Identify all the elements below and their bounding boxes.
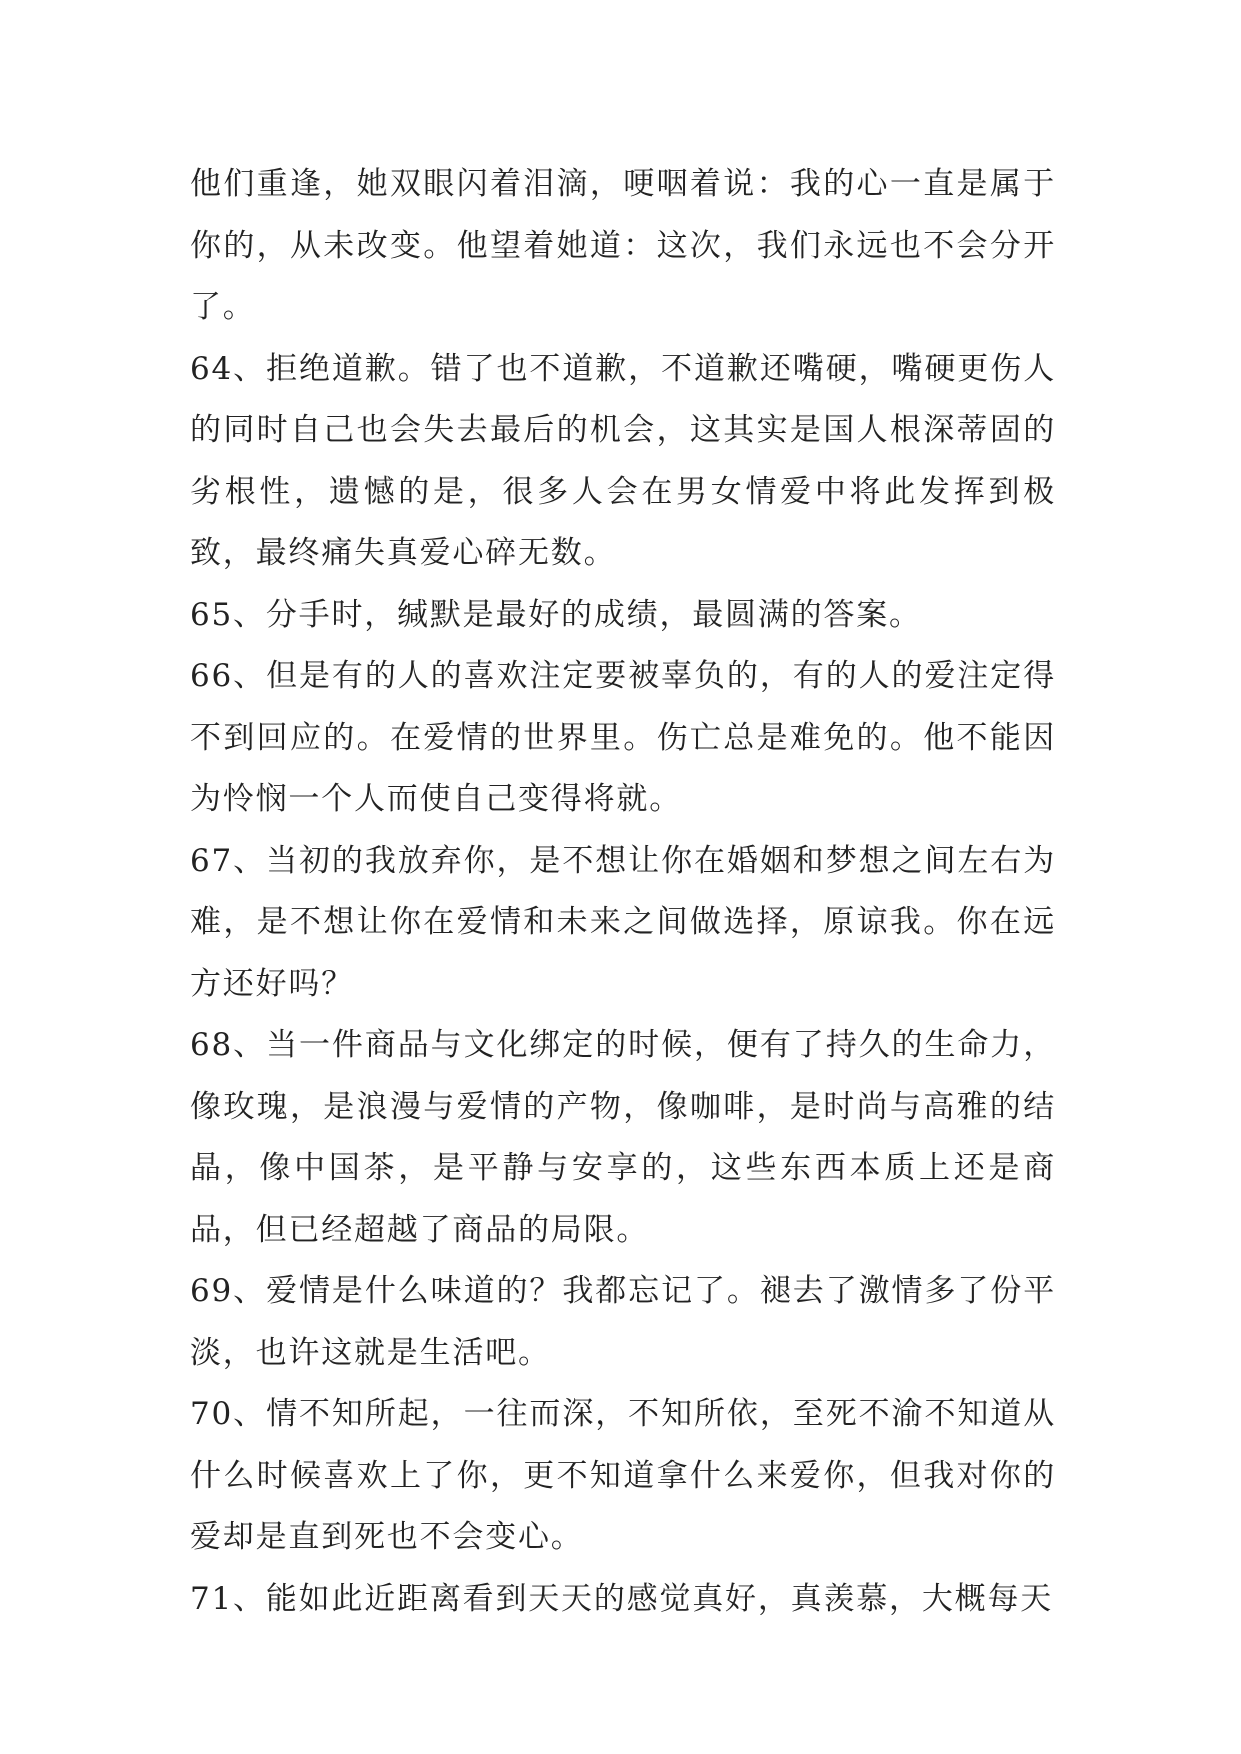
paragraph-67: 67、当初的我放弃你，是不想让你在婚姻和梦想之间左右为难，是不想让你在爱情和未来之间做选择，原谅我。你在远方还好吗？ <box>190 842 1056 1002</box>
paragraph-68: 68、当一件商品与文化绑定的时候，便有了持久的生命力，像玫瑰，是浪漫与爱情的产物，像咖啡，是时尚与高雅的结晶，像中国茶，是平静与安享的，这些东西本质上还是商品，但已经超越了商品的局限。 <box>190 1027 1056 1248</box>
paragraph-66: 66、但是有的人的喜欢注定要被辜负的，有的人的爱注定得不到回应的。在爱情的世界里。伤亡总是难免的。他不能因为怜悯一个人而使自己变得将就。 <box>190 658 1056 817</box>
paragraph-71: 71、能如此近距离看到天天的感觉真好，真羡慕，大概每天 <box>190 1580 1054 1617</box>
paragraph-69: 69、爱情是什么味道的？我都忘记了。褪去了激情多了份平淡，也许这就是生活吧。 <box>190 1273 1056 1371</box>
paragraph-intro: 他们重逢，她双眼闪着泪滴，哽咽着说：我的心一直是属于你的，从未改变。他望着她道：这次，我们永远也不会分开了。 <box>190 166 1056 325</box>
paragraph-64: 64、拒绝道歉。错了也不道歉，不道歉还嘴硬，嘴硬更伤人的同时自己也会失去最后的机会，这其实是国人根深蒂固的劣根性，遗憾的是，很多人会在男女情爱中将此发挥到极致，最终痛失真爱心碎无数。 <box>190 350 1056 571</box>
paragraph-65: 65、分手时，缄默是最好的成绩，最圆满的答案。 <box>190 596 922 633</box>
paragraph-70: 70、情不知所起，一往而深，不知所依，至死不渝不知道从什么时候喜欢上了你，更不知道拿什么来爱你，但我对你的爱却是直到死也不会变心。 <box>190 1396 1056 1555</box>
document-body <box>190 154 1056 1630</box>
